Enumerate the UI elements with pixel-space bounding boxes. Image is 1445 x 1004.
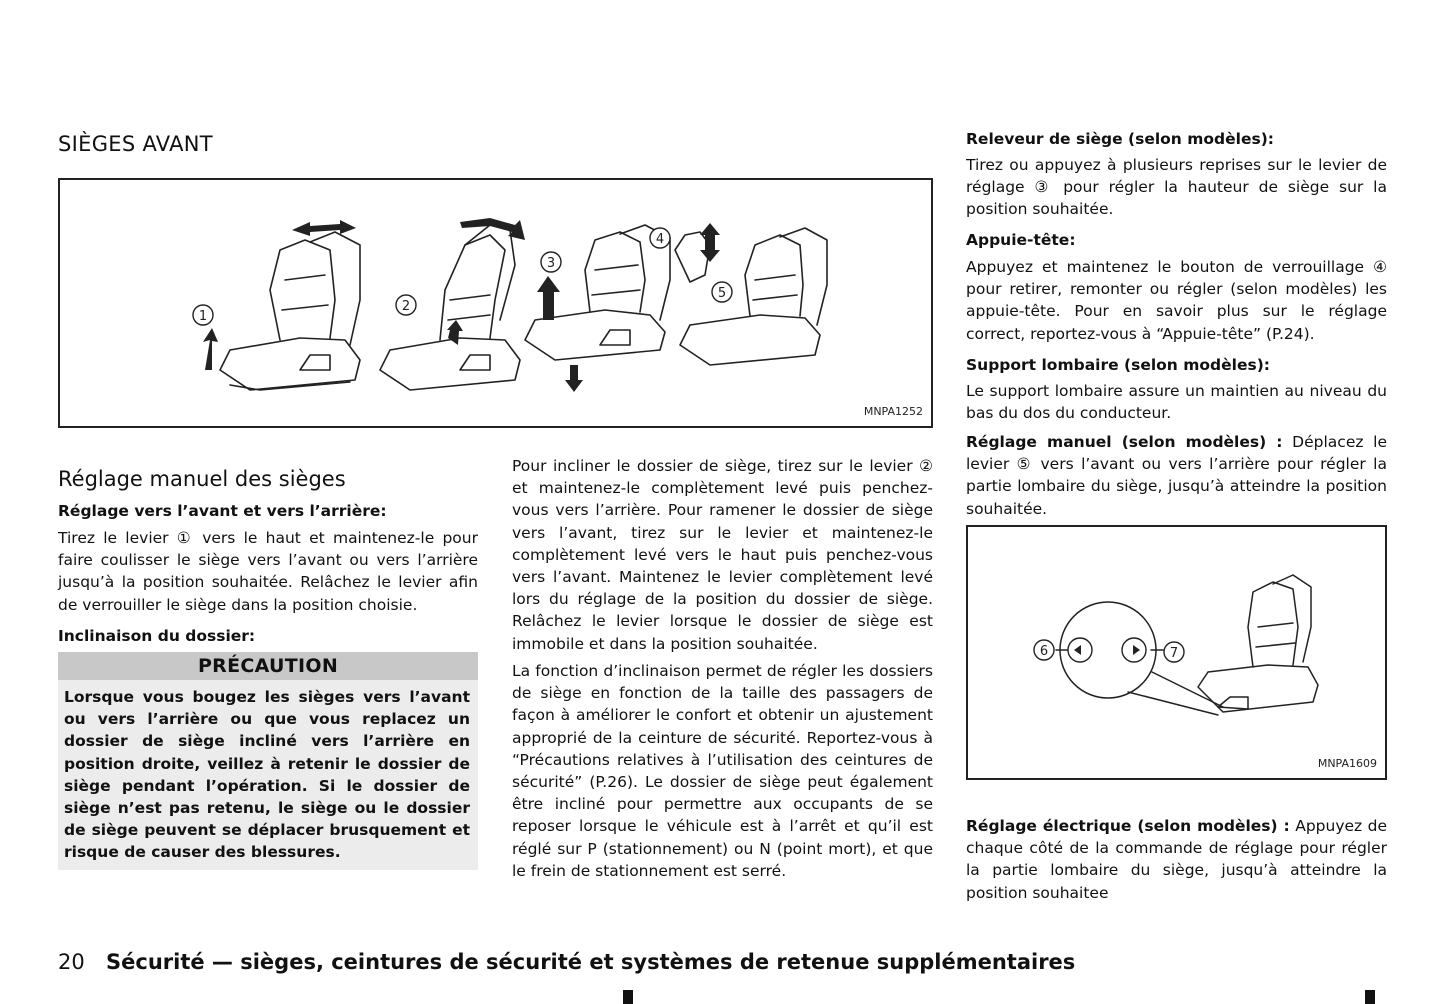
- headrest-label: Appuie-tête:: [966, 231, 1076, 249]
- caution-title: PRÉCAUTION: [58, 652, 478, 680]
- figure-code-2: MNPA1609: [1317, 757, 1377, 770]
- manual-lumbar-body: Déplacez le levier ⑤ vers l’avant ou vers l’arrière pour régler la partie lombaire du siège, jusqu’à atteindre la position souhaitée.: [966, 433, 1387, 518]
- callout-2: 2: [401, 299, 411, 314]
- callout-1: 1: [198, 309, 208, 324]
- manual-lumbar-label: Réglage manuel (selon modèles) :: [966, 433, 1283, 451]
- lumbar-label: Support lombaire (selon modèles):: [966, 356, 1270, 374]
- arrow-4-updown: [700, 223, 720, 262]
- forward-back-text: Tirez le levier ① vers le haut et maintenez-le pour faire coulisser le siège vers l’avant ou vers l’arrière jusqu’à la position souhaitée. Relâchez le levier afin de verrouiller le siège dans la position choisie.: [58, 529, 478, 614]
- headrest-text: Appuyez et maintenez le bouton de verrouillage ④ pour retirer, remonter ou régler (selon modèles) les appuie-tête. Pour en savoir plus sur le réglage correct, reportez-vous à “Appuie-tête” (P.24).: [966, 258, 1387, 343]
- caution-text: Lorsque vous bougez les sièges vers l’avant ou vers l’arrière ou que vous replacez un dossier de siège incliné vers l’arrière en position droite, veillez à retenir le dossier de siège pendant l’opération. Si le dossier de siège n’est pas retenu, le siège ou le dossier de siège peuvent se déplacer brusquement et risque de causer des blessures.: [64, 688, 470, 862]
- subsection-heading: Réglage manuel des sièges: [58, 467, 346, 491]
- lumbar-figure: [966, 525, 1387, 780]
- figure-code: MNPA1252: [863, 405, 923, 418]
- page-number: 20: [58, 950, 85, 974]
- seat-adjustment-figure: [58, 178, 933, 428]
- lumbar-illustration: [968, 527, 1385, 778]
- lifter-label: Releveur de siège (selon modèles):: [966, 130, 1274, 148]
- recline-paragraph-2: La fonction d’inclinaison permet de régler les dossiers de siège en fonction de la taille des passagers de façon à améliorer le confort et obtenir un ajustement approprié de la ceinture de sécurité. Reportez-vous à “Précautions relatives à l’utilisation des ceintures de sécurité” (P.26). Le dossier de siège peut également être incliné pour permettre aux occupants de se reposer lorsque le véhicule est à l’arrêt et qu’il est réglé sur P (stationnement) ou N (point mort), et que le frein de stationnement est serré.: [512, 662, 933, 880]
- recline-paragraph-1: Pour incliner le dossier de siège, tirez sur le levier ② et maintenez-le complètement levé puis penchez-vous vers l’arrière. Pour ramener le dossier de siège vers l’avant, tirez sur le levier et maintenez-le complètement levé vers le haut puis penchez-vous vers l’avant. Maintenez le levier complètement levé lors du réglage de la position du dossier de siège. Relâchez le levier lorsque le dossier de siège est immobile et dans la position souhaitée.: [512, 457, 933, 653]
- section-title: SIÈGES AVANT: [58, 132, 213, 156]
- crop-mark-right: [1365, 990, 1375, 1004]
- callout-4: 4: [655, 232, 665, 247]
- callout-6: 6: [1039, 644, 1049, 659]
- forward-back-label: Réglage vers l’avant et vers l’arrière:: [58, 502, 387, 520]
- electric-lumbar-label: Réglage électrique (selon modèles) :: [966, 817, 1290, 835]
- crop-mark-left: [623, 990, 633, 1004]
- callout-3: 3: [546, 256, 556, 271]
- electric-lumbar-body: Appuyez de chaque côté de la commande de réglage pour régler la partie lombaire du siège, jusqu’à atteindre la position souhaitee: [966, 817, 1387, 902]
- recline-label: Inclinaison du dossier:: [58, 627, 256, 645]
- manual-lumbar-text: [966, 431, 1387, 520]
- callout-7: 7: [1169, 646, 1179, 661]
- arrow-3-up: [537, 276, 560, 320]
- chapter-title: Sécurité — sièges, ceintures de sécurité et systèmes de retenue supplémentaires: [106, 950, 1076, 974]
- seat-illustrations: [60, 180, 931, 426]
- arrow-3-down: [565, 365, 583, 392]
- lifter-text: Tirez ou appuyez à plusieurs reprises sur le levier de réglage ③ pour régler la hauteur de siège sur la position souhaitée.: [966, 156, 1387, 219]
- lumbar-text: Le support lombaire assure un maintien au niveau du bas du dos du conducteur.: [966, 382, 1387, 423]
- seat-4-5-illustration: [675, 228, 827, 365]
- callout-5: 5: [717, 286, 727, 301]
- arrow-fwd-back: [292, 220, 356, 236]
- arrow-2: [447, 320, 463, 345]
- caution-box: [58, 652, 478, 870]
- electric-lumbar-text: [966, 815, 1387, 904]
- arrow-1: [203, 328, 218, 370]
- seat-1-illustration: [220, 232, 360, 390]
